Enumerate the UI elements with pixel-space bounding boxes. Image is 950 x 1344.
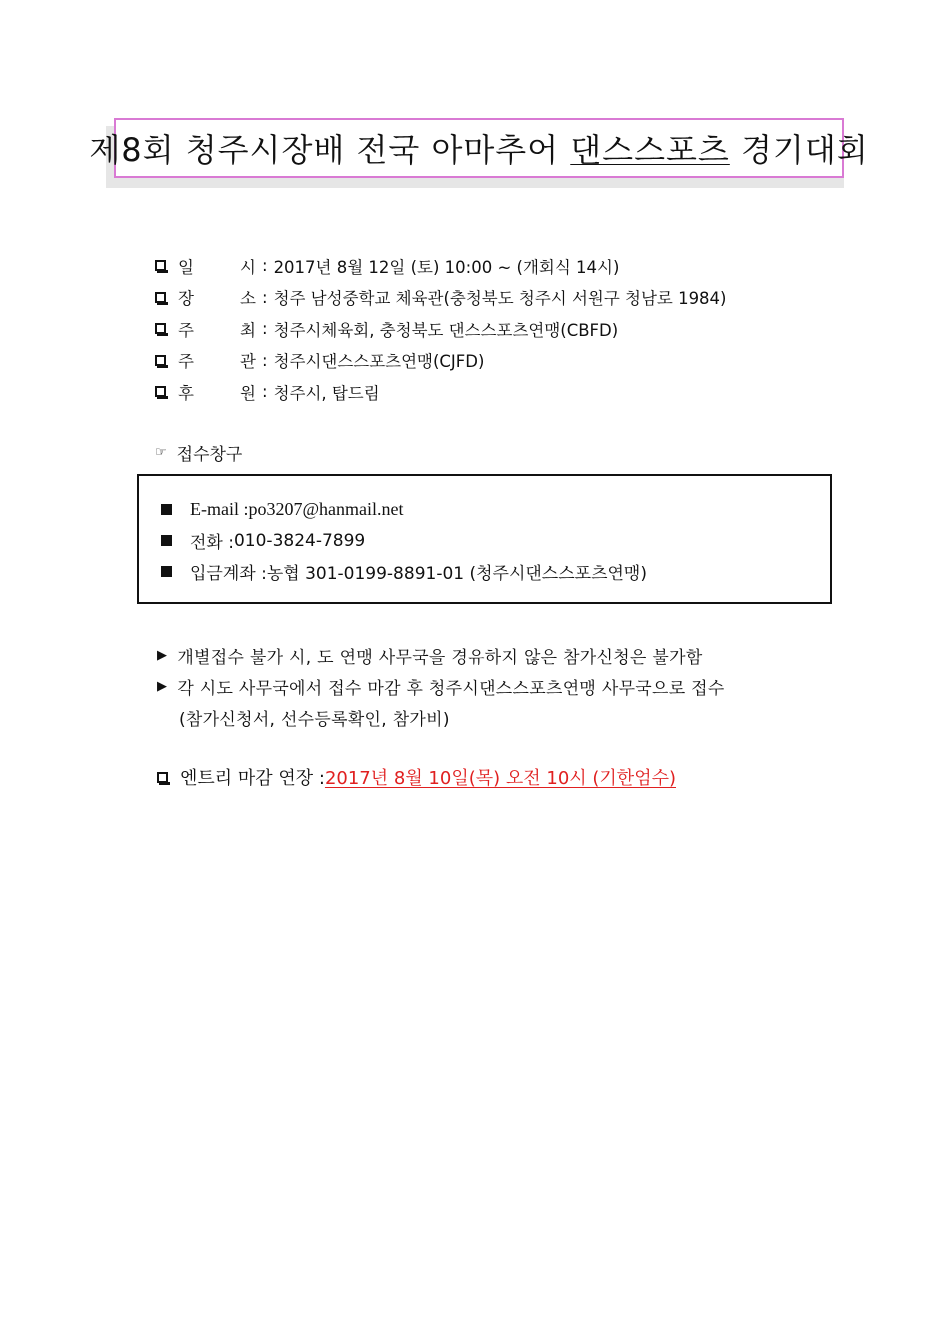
contact-email-row	[161, 494, 830, 525]
note-text: 각 시도 사무국에서 접수 마감 후 청주시댄스스포츠연맹 사무국으로 접수	[177, 679, 725, 699]
hollow-square-bullet-icon	[155, 386, 166, 397]
notes-list	[157, 640, 725, 733]
document-title	[89, 125, 868, 171]
hollow-square-bullet-icon	[155, 292, 166, 303]
hollow-square-bullet-icon	[157, 772, 168, 783]
title-prefix: 제8회 청주시장배 전국 아마추어	[89, 131, 571, 169]
title-suffix: 경기대회	[729, 131, 869, 169]
contact-phone-row	[161, 525, 830, 556]
reception-heading	[155, 440, 242, 465]
hollow-square-bullet-icon	[155, 260, 166, 271]
event-info-list	[155, 250, 727, 408]
title-box	[89, 118, 869, 178]
phone-value: 010-3824-7899	[233, 530, 366, 551]
info-row-date: 일 시 : 2017년 8월 12일 (토) 10:00 ~ (개회식 14시)	[155, 250, 727, 282]
note-item	[157, 671, 725, 702]
email-link[interactable]: po3207@hanmail.net	[248, 499, 404, 519]
filled-square-bullet-icon	[161, 535, 172, 546]
account-label: 입금계좌 :	[190, 564, 267, 584]
triangle-bullet-icon: ▶	[157, 679, 168, 694]
info-label: 일 시	[178, 257, 256, 277]
account-value: 농협 301-0199-8891-01 (청주시댄스스포츠연맹)	[266, 564, 647, 584]
hollow-square-bullet-icon	[155, 323, 166, 334]
reception-label: 접수창구	[176, 445, 243, 465]
note-text: 개별접수 불가 시, 도 연맹 사무국을 경유하지 않은 참가신청은 불가함	[177, 648, 703, 668]
info-label: 주 최	[178, 320, 256, 340]
info-label: 후 원	[178, 383, 256, 403]
info-value: 청주시체육회, 충청북도 댄스스포츠연맹(CBFD)	[273, 320, 619, 340]
note-item	[157, 640, 725, 671]
entry-label: 엔트리 마감 연장 :	[180, 768, 325, 789]
contact-account-row	[161, 556, 830, 587]
title-underlined: 댄스스포츠	[570, 131, 730, 169]
contact-box	[137, 474, 832, 604]
filled-square-bullet-icon	[161, 566, 172, 577]
note-text: (참가신청서, 선수등록확인, 참가비)	[179, 710, 450, 730]
entry-deadline: 2017년 8월 10일(목) 오전 10시 (기한엄수)	[324, 768, 676, 789]
info-row-organizer: 주 관 : 청주시댄스스포츠연맹(CJFD)	[155, 345, 727, 377]
info-row-sponsor: 후 원 : 청주시, 탑드림	[155, 376, 727, 408]
hollow-square-bullet-icon	[155, 355, 166, 366]
info-label: 주 관	[178, 352, 256, 372]
info-label: 장 소	[178, 289, 256, 309]
phone-label: 전화 :	[190, 533, 234, 553]
info-value: 청주시댄스스포츠연맹(CJFD)	[273, 352, 485, 372]
info-row-venue: 장 소 : 청주 남성중학교 체육관(충청북도 청주시 서원구 청남로 1984)	[155, 282, 727, 314]
triangle-bullet-icon: ▶	[157, 648, 168, 663]
info-value: 청주시, 탑드림	[273, 383, 380, 403]
info-value: 청주 남성중학교 체육관(충청북도 청주시 서원구 청남로 1984)	[273, 289, 727, 309]
info-row-host: 주 최 : 청주시체육회, 충청북도 댄스스포츠연맹(CBFD)	[155, 313, 727, 345]
note-continuation	[157, 702, 725, 733]
entry-deadline-row	[157, 764, 676, 790]
pointing-hand-icon: ☞	[155, 445, 167, 460]
info-value: 2017년 8월 12일 (토) 10:00 ~ (개회식 14시)	[273, 257, 620, 277]
title-banner	[89, 118, 869, 188]
filled-square-bullet-icon	[161, 504, 172, 515]
email-label: E-mail :	[190, 499, 249, 519]
